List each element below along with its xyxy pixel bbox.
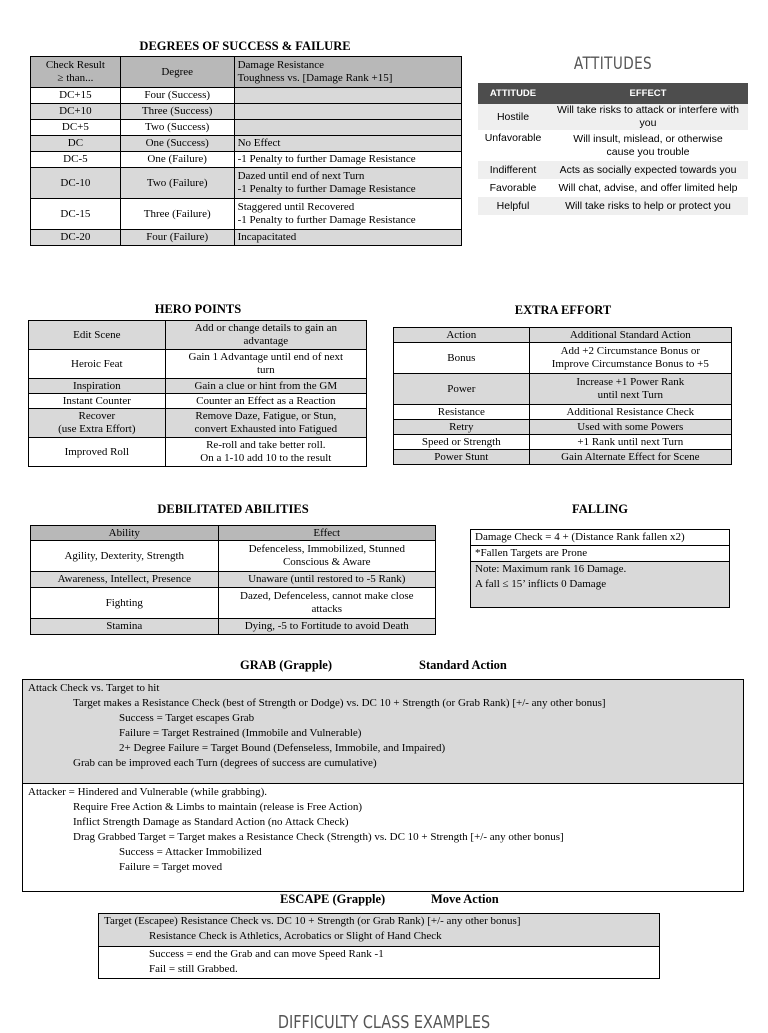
falling-line-damage: Damage Check = 4 + (Distance Rank fallen x2) (471, 530, 729, 546)
table-cell: Three (Success) (120, 104, 234, 120)
table-cell: Unaware (until restored to -5 Rank) (218, 572, 435, 588)
grab-box-checks (22, 679, 744, 785)
table-cell: Power Stunt (394, 450, 530, 465)
escape-line: Resistance Check is Athletics, Acrobatics or Slight of Hand Check (149, 930, 442, 942)
table-cell: Gain 1 Advantage until end of next turn (165, 350, 366, 379)
escape-line: Success = end the Grab and can move Speed Rank -1 (149, 948, 384, 960)
table-cell: Hostile (496, 110, 530, 123)
table-cell: Dying, -5 to Fortitude to avoid Death (218, 619, 435, 635)
extra-title: EXTRA EFFORT (514, 303, 612, 317)
debilitated-table (30, 525, 436, 635)
attitudes-header-effect: EFFECT (548, 83, 748, 104)
table-cell: One (Failure) (120, 152, 234, 168)
table-cell: Defenceless, Immobilized, Stunned Conscious & Aware (218, 541, 435, 572)
falling-title: FALLING (571, 502, 629, 516)
table-cell: One (Success) (120, 136, 234, 152)
table-cell: Two (Failure) (120, 168, 234, 199)
table-cell: Fighting (31, 588, 219, 619)
table-cell: Increase +1 Power Rank until next Turn (529, 374, 731, 405)
table-cell: Will take risks to help or protect you (565, 199, 731, 212)
grab-line: Success = Target escapes Grab (119, 712, 255, 724)
extra-header-action: Action (394, 328, 530, 343)
table-cell: Remove Daze, Fatigue, or Stun, convert Exhausted into Fatigued (165, 409, 366, 438)
debilitated-header-ability: Ability (31, 526, 219, 541)
table-cell: DC-20 (31, 230, 121, 246)
table-cell: Inspiration (29, 379, 166, 394)
table-cell: DC-10 (31, 168, 121, 199)
table-cell: DC+5 (31, 120, 121, 136)
table-cell: Recover (use Extra Effort) (29, 409, 166, 438)
grab-line: Grab can be improved each Turn (degrees of success are cumulative) (73, 757, 377, 769)
table-cell: Speed or Strength (394, 435, 530, 450)
grab-line: Attacker = Hindered and Vulnerable (while grabbing). (28, 786, 268, 798)
grab-line: Require Free Action & Limbs to maintain (release is Free Action) (73, 801, 362, 813)
extra-table (393, 327, 732, 465)
table-cell: DC+10 (31, 104, 121, 120)
table-cell: Four (Failure) (120, 230, 234, 246)
table-cell: Gain a clue or hint from the GM (165, 379, 366, 394)
table-cell: Bonus (394, 343, 530, 374)
falling-line-prone: *Fallen Targets are Prone (471, 546, 729, 562)
table-cell: Re-roll and take better roll. On a 1-10 add 10 to the result (165, 438, 366, 467)
table-cell: Unfavorable (484, 132, 542, 144)
table-cell: Improved Roll (29, 438, 166, 467)
difficulty-class-title: DIFFICULTY CLASS EXAMPLES (277, 1012, 491, 1033)
table-cell: Edit Scene (29, 321, 166, 350)
escape-title: ESCAPE (Grapple) (280, 892, 386, 906)
degrees-header-degree: Degree (120, 57, 234, 88)
table-cell: DC-5 (31, 152, 121, 168)
table-cell: Staggered until Recovered -1 Penalty to further Damage Resistance (234, 199, 461, 230)
table-cell: Four (Success) (120, 88, 234, 104)
escape-line: Fail = still Grabbed. (149, 963, 238, 975)
table-cell: Helpful (496, 199, 530, 212)
grab-title: GRAB (Grapple) (240, 658, 333, 672)
table-cell: Will take risks to attack or interfere with you (556, 104, 740, 129)
table-cell: Counter an Effect as a Reaction (165, 394, 366, 409)
table-cell: Add or change details to gain an advantage (165, 321, 366, 350)
degrees-table (30, 56, 462, 246)
table-cell: Will chat, advise, and offer limited help (558, 181, 738, 194)
hero-table (28, 320, 367, 467)
table-cell: Indifferent (489, 163, 537, 176)
table-cell: Retry (394, 420, 530, 435)
degrees-header-check: Check Result ≥ than... (31, 57, 121, 88)
falling-line-fall: A fall ≤ 15’ inflicts 0 Damage (475, 578, 607, 590)
table-cell: Dazed, Defenceless, cannot make close attacks (218, 588, 435, 619)
degrees-header-damage: Damage Resistance Toughness vs. [Damage Rank +15] (234, 57, 461, 88)
table-cell: Three (Failure) (120, 199, 234, 230)
hero-title: HERO POINTS (154, 302, 242, 316)
grab-line: Attack Check vs. Target to hit (28, 682, 160, 694)
escape-box-check (98, 913, 660, 947)
table-cell: +1 Rank until next Turn (529, 435, 731, 450)
debilitated-header-effect: Effect (218, 526, 435, 541)
grab-line: Inflict Strength Damage as Standard Action (no Attack Check) (73, 816, 349, 828)
table-cell: Used with some Powers (529, 420, 731, 435)
falling-line-note: Note: Maximum rank 16 Damage. (475, 563, 627, 575)
table-cell: Dazed until end of next Turn -1 Penalty to further Damage Resistance (234, 168, 461, 199)
table-cell: Add +2 Circumstance Bonus or Improve Circumstance Bonus to +5 (529, 343, 731, 374)
table-cell: Power (394, 374, 530, 405)
table-cell: Acts as socially expected towards you (559, 163, 737, 176)
table-cell (234, 104, 461, 120)
grab-line: Failure = Target Restrained (Immobile and Vulnerable) (119, 727, 362, 739)
table-cell: DC (31, 136, 121, 152)
table-cell: DC+15 (31, 88, 121, 104)
grab-line: 2+ Degree Failure = Target Bound (Defenseless, Immobile, and Impaired) (119, 742, 446, 754)
table-cell (234, 88, 461, 104)
table-cell: DC-15 (31, 199, 121, 230)
grab-line: Drag Grabbed Target = Target makes a Resistance Check (Strength) vs. DC 10 + Strength [+/- any other bonus] (73, 831, 564, 843)
table-cell: Two (Success) (120, 120, 234, 136)
table-cell: Stamina (31, 619, 219, 635)
table-cell: -1 Penalty to further Damage Resistance (234, 152, 461, 168)
table-cell: Agility, Dexterity, Strength (31, 541, 219, 572)
degrees-title: DEGREES OF SUCCESS & FAILURE (139, 39, 351, 53)
attitudes-header-attitude: ATTITUDE (478, 83, 548, 104)
falling-box (470, 529, 730, 608)
attitudes-title: ATTITUDES (573, 54, 653, 74)
grab-line: Failure = Target moved (119, 861, 223, 873)
table-cell (234, 120, 461, 136)
grab-action: Standard Action (419, 658, 507, 672)
table-cell: Incapacitated (234, 230, 461, 246)
table-cell: Resistance (394, 405, 530, 420)
escape-box-result (98, 946, 660, 979)
grab-line: Target makes a Resistance Check (best of Strength or Dodge) vs. DC 10 + Strength (or Grab Rank) [+/- any other bonus] (73, 697, 606, 709)
table-cell: Instant Counter (29, 394, 166, 409)
table-cell: Favorable (489, 181, 537, 194)
attitudes-table (478, 83, 748, 215)
escape-action: Move Action (431, 892, 499, 906)
table-cell: Awareness, Intellect, Presence (31, 572, 219, 588)
grab-line: Success = Attacker Immobilized (119, 846, 262, 858)
table-cell: Heroic Feat (29, 350, 166, 379)
table-cell: No Effect (234, 136, 461, 152)
table-cell: Gain Alternate Effect for Scene (529, 450, 731, 465)
escape-line: Target (Escapee) Resistance Check vs. DC 10 + Strength (or Grab Rank) [+/- any other bonus] (104, 915, 521, 927)
grab-box-attacker (22, 783, 744, 892)
debilitated-title: DEBILITATED ABILITIES (157, 502, 309, 516)
extra-header-additional: Additional Standard Action (529, 328, 731, 343)
table-cell: Additional Resistance Check (529, 405, 731, 420)
table-cell: Will insult, mislead, or otherwise cause you trouble (573, 132, 723, 158)
